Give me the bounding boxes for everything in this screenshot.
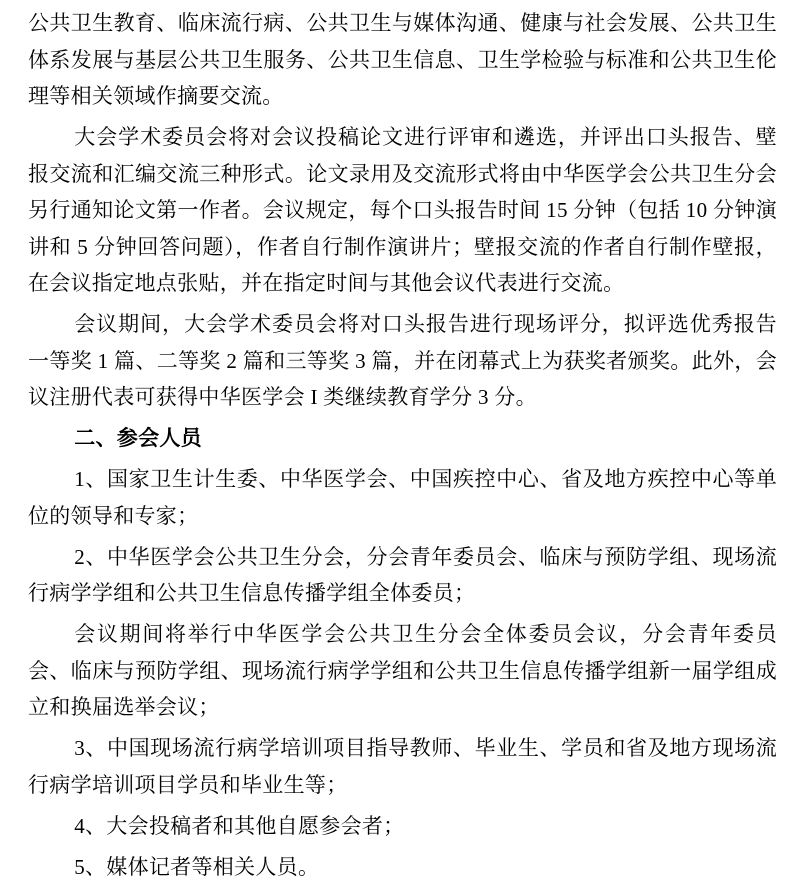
list-item-5-media: 5、媒体记者等相关人员。 xyxy=(74,854,320,879)
paragraph-continuation: 公共卫生教育、临床流行病、公共卫生与媒体沟通、健康与社会发展、公共卫生体系发展与基层公共卫生服务、公共卫生信息、卫生学检验与标准和公共卫生伦理等相关领域作摘要交流。 xyxy=(28,11,777,108)
list-item-3-training-program: 3、中国现场流行病学培训项目指导教师、毕业生、学员和省及地方现场流行病学培训项目学员和毕业生等； xyxy=(28,736,777,797)
list-item-1-leaders-experts: 1、国家卫生计生委、中华医学会、中国疾控中心、省及地方疾控中心等单位的领导和专家； xyxy=(28,467,777,528)
paragraph-committee-meetings: 会议期间将举行中华医学会公共卫生分会全体委员会议，分会青年委员会、临床与预防学组、现场流行病学学组和公共卫生信息传播学组新一届学组成立和换届选举会议； xyxy=(28,622,777,719)
paragraph-review-process: 大会学术委员会将对会议投稿论文进行评审和遴选，并评出口头报告、壁报交流和汇编交流三种形式。论文录用及交流形式将由中华医学会公共卫生分会另行通知论文第一作者。会议规定，每个口头报告时间 15 分钟（包括 10 分钟演讲和 5 分钟回答问题），作者自行制作演讲片；壁报交流的作者自行制作壁报，在会议指定地点张贴，并在指定时间与其他会议代表进行交流。 xyxy=(28,125,777,295)
list-item-2-committee-members: 2、中华医学会公共卫生分会，分会青年委员会、临床与预防学组、现场流行病学学组和公共卫生信息传播学组全体委员； xyxy=(28,544,777,605)
list-item-4-contributors: 4、大会投稿者和其他自愿参会者； xyxy=(74,813,405,838)
section-heading-participants: 二、参会人员 xyxy=(74,426,202,450)
paragraph-awards-credits: 会议期间，大会学术委员会将对口头报告进行现场评分，拟评选优秀报告一等奖 1 篇、二等奖 2 篇和三等奖 3 篇，并在闭幕式上为获奖者颁奖。此外，会议注册代表可获得中华医学会 I 类继续教育学分 3 分。 xyxy=(28,312,777,409)
